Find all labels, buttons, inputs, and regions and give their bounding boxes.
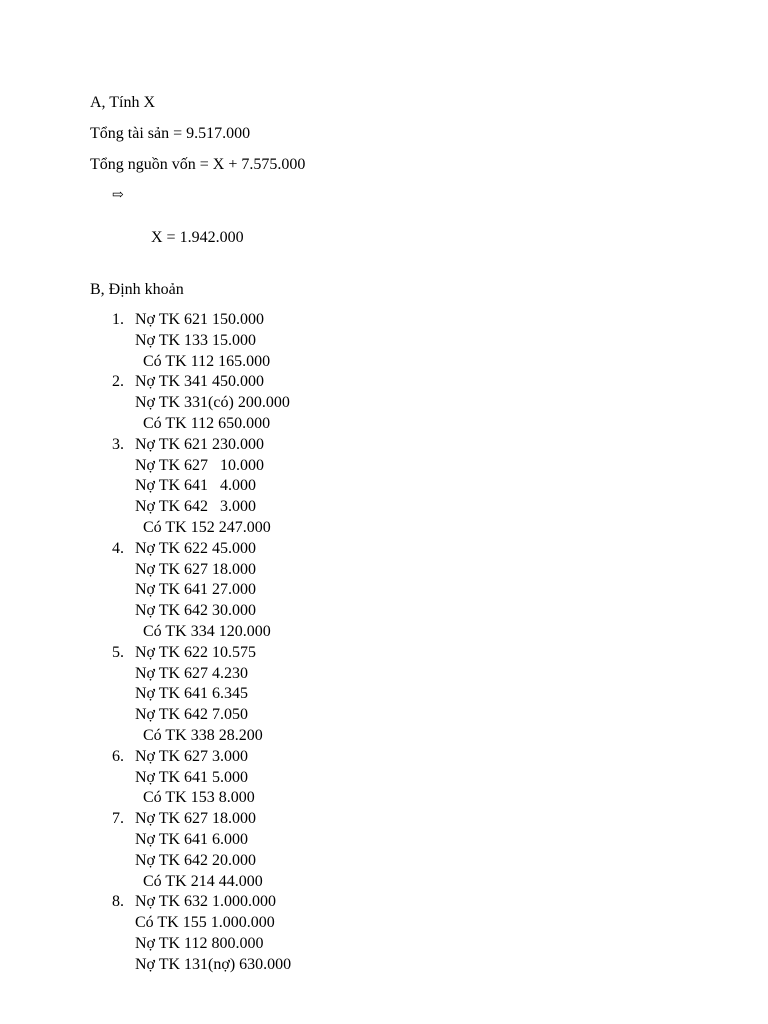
credit-line: Có TK 214 44.000	[143, 872, 263, 890]
arrow-bullet-icon: ⇨	[112, 188, 124, 203]
journal-entries-list	[90, 310, 710, 976]
debit-line: Nợ TK 133 15.000	[135, 331, 257, 349]
debit-line: Nợ TK 627 10.000	[135, 456, 265, 474]
debit-line: Nợ TK 641 4.000	[135, 477, 257, 495]
debit-line: Nợ TK 642 20.000	[135, 851, 257, 869]
document-page	[90, 92, 710, 976]
journal-entry	[90, 539, 710, 643]
journal-entry	[90, 809, 710, 892]
entry-number: 1.	[112, 311, 124, 328]
debit-line: Nợ TK 642 3.000	[135, 498, 257, 516]
debit-line: Nợ TK 641 6.000	[135, 830, 249, 848]
result-text: X = 1.942.000	[151, 229, 244, 246]
entry-number: 4.	[112, 539, 124, 557]
debit-line: Nợ TK 622 10.575	[135, 643, 257, 661]
entry-number: 3.	[112, 435, 124, 453]
credit-line: Có TK 153 8.000	[143, 789, 255, 807]
debit-line: Nợ TK 627 18.000	[135, 560, 257, 578]
section-a-heading: A, Tính X	[90, 94, 156, 111]
entry-number: 6.	[112, 747, 124, 765]
debit-line: Nợ TK 627 18.000	[135, 810, 257, 828]
total-assets-line: Tổng tài sản = 9.517.000	[90, 125, 251, 142]
total-capital-line: Tổng nguồn vốn = X + 7.575.000	[90, 156, 306, 173]
journal-entry	[90, 310, 710, 372]
section-b-heading: B, Định khoản	[90, 281, 184, 298]
credit-line: Có TK 152 247.000	[143, 518, 271, 536]
debit-line: Nợ TK 131(nợ) 630.000	[135, 955, 292, 973]
debit-line: Nợ TK 627 3.000	[135, 747, 249, 765]
debit-line: Nợ TK 641 5.000	[135, 768, 249, 786]
journal-entry	[90, 643, 710, 747]
entry-number: 7.	[112, 810, 124, 828]
debit-line: Nợ TK 627 4.230	[135, 664, 249, 682]
credit-line: Có TK 334 120.000	[143, 622, 271, 640]
credit-line: Có TK 338 28.200	[143, 726, 263, 744]
journal-entry	[90, 747, 710, 809]
debit-line: Nợ TK 641 27.000	[135, 581, 257, 599]
debit-line: Nợ TK 641 6.345	[135, 685, 249, 703]
debit-line: Nợ TK 621 150.000	[135, 311, 265, 328]
result-line	[90, 185, 710, 269]
debit-line: Nợ TK 622 45.000	[135, 539, 257, 557]
debit-line: Nợ TK 341 450.000	[135, 373, 265, 391]
debit-line: Nợ TK 621 230.000	[135, 435, 265, 453]
debit-line: Nợ TK 112 800.000	[135, 934, 264, 952]
entry-number: 5.	[112, 643, 124, 661]
credit-line: Có TK 112 650.000	[143, 414, 271, 432]
debit-line: Nợ TK 632 1.000.000	[135, 893, 277, 911]
entry-number: 2.	[112, 373, 124, 391]
debit-line: Nợ TK 642 7.050	[135, 706, 249, 724]
debit-line: Nợ TK 642 30.000	[135, 602, 257, 620]
journal-entry	[90, 435, 710, 539]
debit-line: Nợ TK 331(có) 200.000	[135, 394, 290, 412]
entry-number: 8.	[112, 893, 124, 911]
journal-entry	[90, 372, 710, 434]
credit-line: Có TK 112 165.000	[143, 352, 271, 370]
journal-entry	[90, 892, 710, 975]
debit-line: Có TK 155 1.000.000	[135, 914, 275, 932]
